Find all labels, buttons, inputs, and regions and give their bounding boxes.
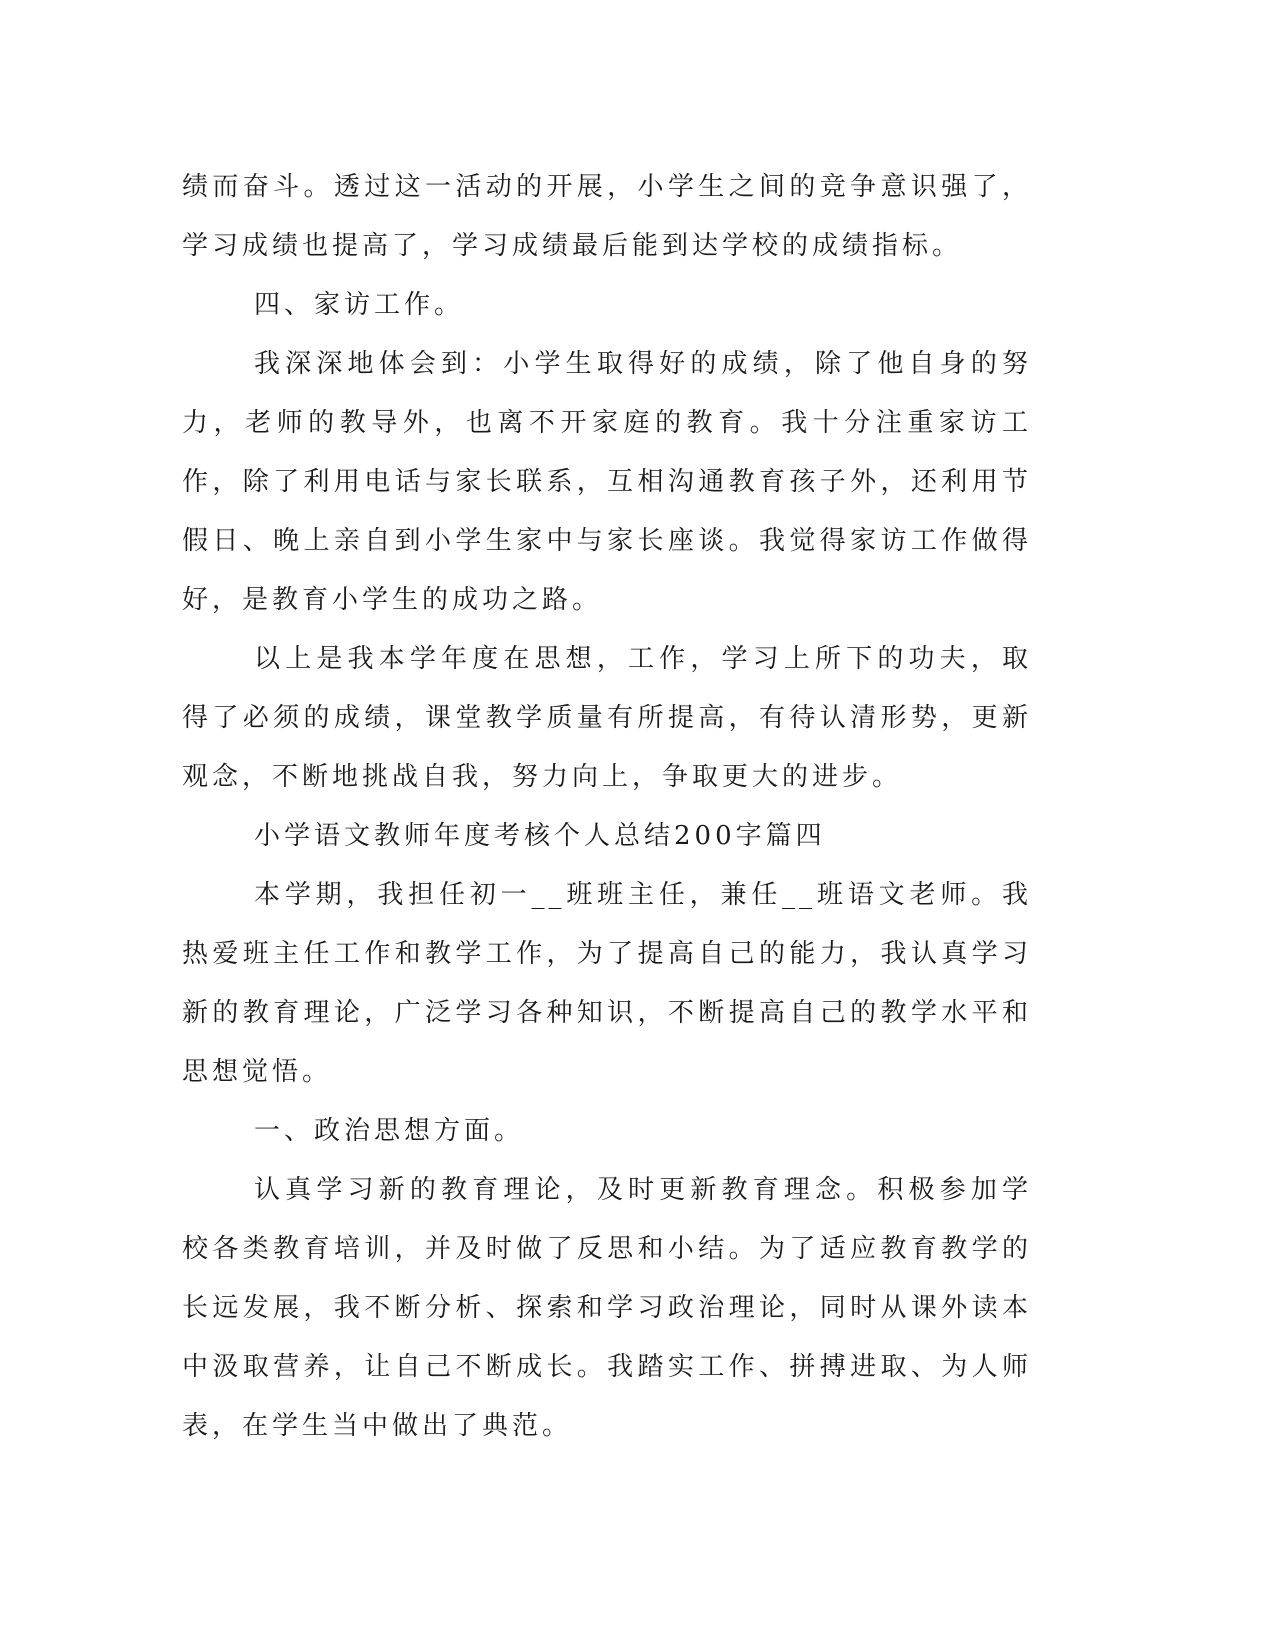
section-heading-home-visits: 四、家访工作。 <box>254 290 465 320</box>
document-body <box>182 158 1032 1456</box>
paragraph-political-thought: 认真学习新的教育理论，及时更新教育理念。积极参加学校各类教育培训，并及时做了反思和小结。为了适应教育教学的长远发展，我不断分析、探索和学习政治理论，同时从课外读本中汲取营养，让自己不断成长。我踏实工作、拼搏进取、为人师表，在学生当中做出了典范。 <box>182 1175 1032 1441</box>
paragraph-continuation: 绩而奋斗。透过这一活动的开展，小学生之间的竞争意识强了，学习成绩也提高了，学习成绩最后能到达学校的成绩指标。 <box>182 172 1032 261</box>
paragraph-home-visits: 我深深地体会到：小学生取得好的成绩，除了他自身的努力，老师的教导外，也离不开家庭的教育。我十分注重家访工作，除了利用电话与家长联系，互相沟通教育孩子外，还利用节假日、晚上亲自到小学生家中与家长座谈。我觉得家访工作做得好，是教育小学生的成功之路。 <box>182 349 1032 615</box>
paragraph-summary: 以上是我本学年度在思想，工作，学习上所下的功夫，取得了必须的成绩，课堂教学质量有所提高，有待认清形势，更新观念，不断地挑战自我，努力向上，争取更大的进步。 <box>182 644 1032 792</box>
paragraph-intro: 本学期，我担任初一__班班主任，兼任__班语文老师。我热爱班主任工作和教学工作，为了提高自己的能力，我认真学习新的教育理论，广泛学习各种知识，不断提高自己的教学水平和思想觉悟。 <box>182 880 1032 1087</box>
article-title: 小学语文教师年度考核个人总结200字篇四 <box>254 821 826 851</box>
section-heading-political-thought: 一、政治思想方面。 <box>254 1116 525 1146</box>
